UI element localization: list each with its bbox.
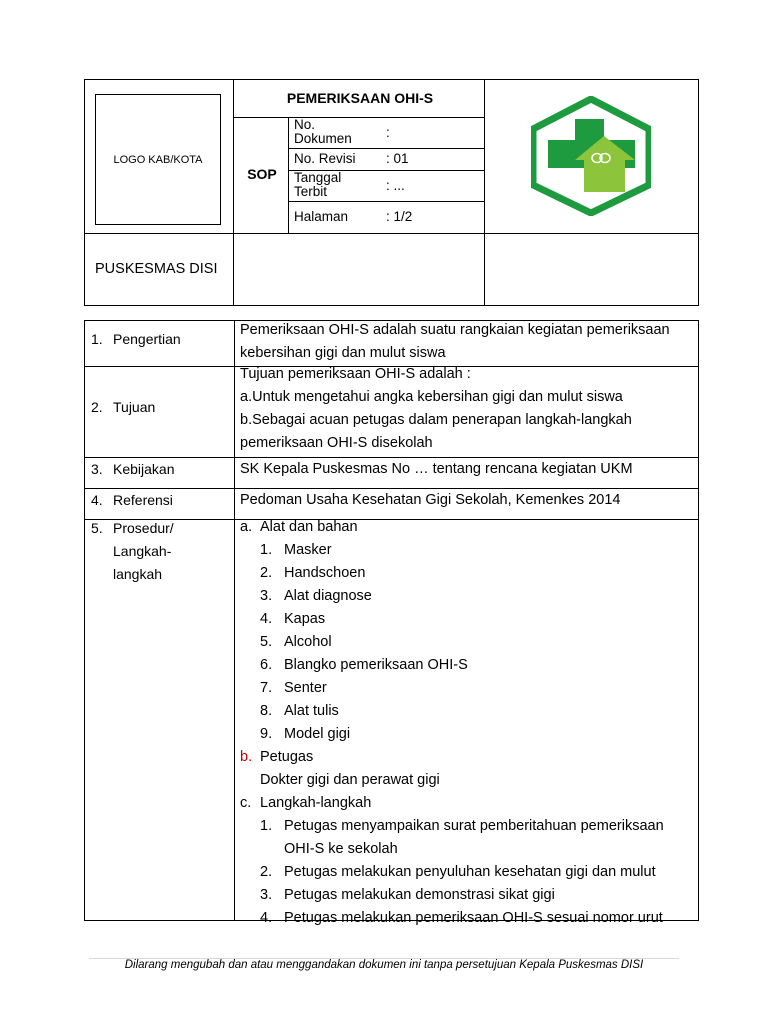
list-item: 4. Petugas melakukan pemeriksaan OHI-S sesuai nomor urut <box>260 910 663 926</box>
section-content-prosedur <box>240 516 694 930</box>
section-label-pengertian: 1. Pengertian <box>91 331 181 347</box>
unit-name: PUSKESMAS DISI <box>95 261 218 277</box>
document-title: PEMERIKSAAN OHI-S <box>286 90 434 106</box>
section-label-kebijakan: 3. Kebijakan <box>91 461 175 477</box>
list-item: 2. Handschoen <box>260 565 366 581</box>
section-content-tujuan: Tujuan pemeriksaan OHI-S adalah : a.Untuk mengetahui angka kebersihan gigi dan mulut siswa b.Sebagai acuan petugas dalam penerapan langkah-langkah pemeriksaan OHI-S disekolah <box>240 366 632 451</box>
section-content-referensi: Pedoman Usaha Kesehatan Gigi Sekolah, Kemenkes 2014 <box>240 492 621 508</box>
list-item: 5. Alcohol <box>260 634 332 650</box>
list-item: 4. Kapas <box>260 611 326 627</box>
procedure-b-heading: b. Petugas <box>240 749 314 765</box>
list-item: 8. Alat tulis <box>260 703 339 719</box>
list-item: 3. Alat diagnose <box>260 588 372 604</box>
sop-content-table <box>84 320 699 926</box>
meta-value-revision: : 01 <box>386 151 409 166</box>
procedure-c-list <box>240 815 694 930</box>
meta-value-page: : 1/2 <box>386 209 413 224</box>
list-item: 9. Model gigi <box>260 726 351 742</box>
meta-label-document-number: No. Dokumen <box>294 117 352 146</box>
list-item: 6. Blangko pemeriksaan OHI-S <box>260 657 468 673</box>
procedure-b-text: Dokter gigi dan perawat gigi <box>260 772 440 788</box>
sop-header-table <box>84 79 699 306</box>
logo-placeholder-text: LOGO KAB/KOTA <box>113 153 203 166</box>
section-label-referensi: 4. Referensi <box>91 492 173 508</box>
meta-value-document-number: : <box>386 125 390 140</box>
list-item: 1. Masker <box>260 542 332 558</box>
list-item: 2. Petugas melakukan penyuluhan kesehatan gigi dan mulut <box>260 864 656 880</box>
section-label-tujuan: 2. Tujuan <box>91 399 156 415</box>
list-item: 3. Petugas melakukan demonstrasi sikat gigi <box>260 887 555 903</box>
meta-label-revision: No. Revisi <box>294 151 356 166</box>
logo-placeholder <box>95 94 221 225</box>
meta-label-issue-date: Tanggal Terbit <box>294 170 342 199</box>
sop-label: SOP <box>247 166 277 182</box>
procedure-c-heading: c. Langkah-langkah <box>240 795 372 811</box>
list-item: 7. Senter <box>260 680 327 696</box>
section-content-pengertian: Pemeriksaan OHI-S adalah suatu rangkaian kegiatan pemeriksaan kebersihan gigi dan mulut siswa <box>240 322 670 361</box>
meta-label-page: Halaman <box>294 209 349 224</box>
meta-value-issue-date: : ... <box>386 178 405 193</box>
procedure-a-list <box>240 539 694 746</box>
section-label-prosedur: 5. Prosedur/ Langkah- langkah <box>91 520 174 582</box>
footer-notice: Dilarang mengubah dan atau menggandakan dokumen ini tanpa persetujuan Kepala Puskesmas DISI <box>124 959 644 971</box>
procedure-a-heading: a. Alat dan bahan <box>240 519 358 535</box>
section-content-kebijakan: SK Kepala Puskesmas No … tentang rencana kegiatan UKM <box>240 461 633 477</box>
list-item: 1. Petugas menyampaikan surat pemberitahuan pemeriksaan OHI-S ke sekolah <box>260 818 664 857</box>
puskesmas-emblem-icon <box>531 96 651 216</box>
